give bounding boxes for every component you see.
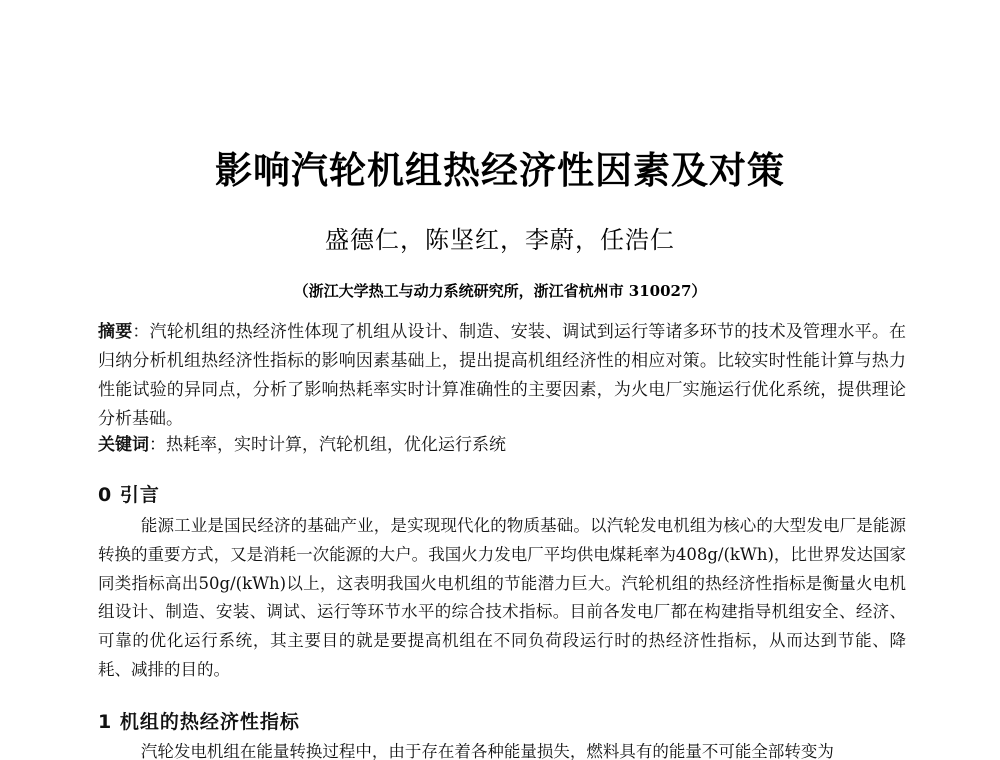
abstract [98, 318, 906, 434]
thermal-economy-paragraph: 汽轮发电机组在能量转换过程中，由于存在着各种能量损失，燃料具有的能量不可能全部转变为 [140, 742, 834, 760]
paper-authors: 盛德仁，陈坚红，李蔚，任浩仁 [325, 226, 675, 254]
abstract-text: ：汽轮机组的热经济性体现了机组从设计、制造、安装、调试到运行等诸多环节的技术及管理水平。在归纳分析机组热经济性指标的影响因素基础上，提出提高机组经济性的相应对策。比较实时性能计算与热力性能试验的异同点，分析了影响热耗率实时计算准确性的主要因素，为火电厂实施运行优化系统，提供理论分析基础。 [98, 322, 907, 429]
abstract-label: 摘要 [98, 322, 133, 342]
paper-title: 影响汽轮机组热经济性因素及对策 [215, 149, 785, 192]
keywords [98, 432, 906, 458]
section-heading-thermal-economy: 1 机组的热经济性指标 [98, 711, 300, 733]
keywords-text: ：热耗率，实时计算，汽轮机组，优化运行系统 [149, 435, 506, 455]
paper-affiliation: （浙江大学热工与动力系统研究所，浙江省杭州市 310027） [293, 282, 707, 300]
section-heading-introduction: 0 引言 [98, 484, 160, 506]
keywords-label: 关键词 [98, 435, 149, 455]
introduction-paragraph: 能源工业是国民经济的基础产业，是实现现代化的物质基础。以汽轮发电机组为核心的大型发电厂是能源转换的重要方式，又是消耗一次能源的大户。我国火力发电厂平均供电煤耗率为408g/(kWh)，比世界发达国家同类指标高出50g/(kWh)以上，这表明我国火电机组的节能潜力巨大。汽轮机组的热经济性指标是衡量火电机组设计、制造、安装、调试、运行等环节水平的综合技术指标。目前各发电厂都在构建指导机组安全、经济、可靠的优化运行系统，其主要目的就是要提高机组在不同负荷段运行时的热经济性指标，从而达到节能、降耗、减排的目的。 [98, 516, 906, 679]
